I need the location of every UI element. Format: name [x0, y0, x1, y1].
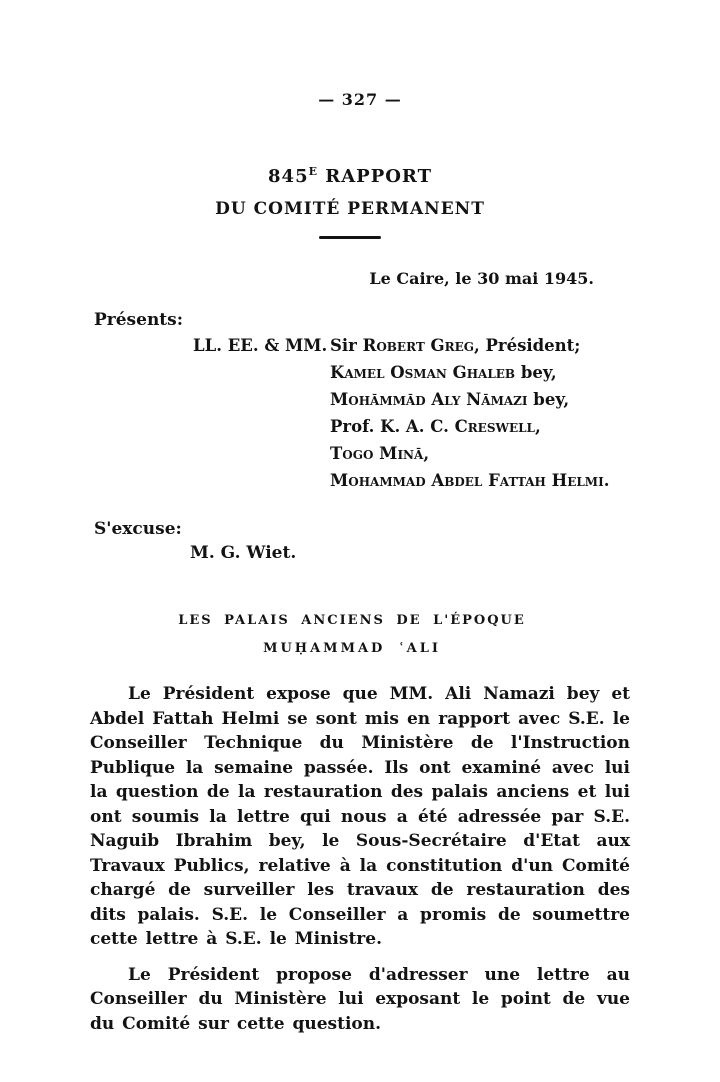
report-number: 845 [268, 166, 309, 187]
report-title-block [80, 165, 620, 239]
body-paragraph: Le Président propose d'adresser une lettre au Conseiller du Ministère lui exposant le point de vue du Comité sur cette question. [90, 964, 630, 1034]
attendee-name: Kamel Osman Ghaleb [330, 363, 516, 382]
attendees-intro: LL. EE. & MM. [193, 336, 328, 355]
excused-name: M. G. Wiet. [190, 543, 297, 563]
attendee-suffix: . [603, 471, 610, 490]
attendee-line [330, 467, 609, 494]
attendees-list [330, 332, 609, 494]
attendee-prefix: Prof. K. A. C. [330, 417, 455, 436]
attendee-name: Creswell [454, 417, 535, 436]
attendee-suffix: , Président; [473, 336, 581, 355]
section-heading [82, 607, 622, 663]
attendee-line [330, 413, 609, 440]
report-number-ordinal: E [308, 165, 318, 178]
attendee-name: Mohammad Abdel Fattah Helmi [330, 471, 604, 490]
attendee-suffix: , [534, 417, 541, 436]
section-heading-line2: MUḤAMMAD ʿALI [263, 641, 441, 656]
attendee-line [330, 359, 609, 386]
attendee-line [330, 386, 609, 413]
attendee-prefix: Sir [330, 336, 363, 355]
attendee-suffix: , [423, 444, 430, 463]
attendee-line [330, 440, 609, 467]
attendee-name: Mohāmmād Aly Nāmazi [330, 390, 528, 409]
body-paragraph: Le Président expose que MM. Ali Namazi bey et Abdel Fattah Helmi se sont mis en rapport avec S.E. le Conseiller Technique du Ministère de l'Instruction Publique la semaine passée. Ils ont examiné avec lui la question de la restauration des palais anciens et lui ont soumis la lettre qui nous a été adressée par S.E. Naguib Ibrahim bey, le Sous-Secrétaire d'Etat aux Travaux Publics, relative à la constitution d'un Comité chargé de surveiller les travaux de restauration des dits palais. S.E. le Conseiller a promis de soumettre cette lettre à S.E. le Ministre. [90, 684, 630, 949]
attendee-name: Togo Minā [330, 444, 424, 463]
attendee-suffix: bey, [527, 390, 570, 409]
section-heading-line1: LES PALAIS ANCIENS DE L'ÉPOQUE [178, 613, 526, 628]
report-title [80, 165, 620, 187]
title-rule-divider [319, 236, 381, 239]
report-body [90, 682, 630, 1036]
attendee-suffix: bey, [515, 363, 557, 382]
attendee-name: Robert Greg [362, 336, 474, 355]
report-subtitle: DU COMITÉ PERMANENT [215, 199, 485, 219]
page-number: — 327 — [318, 90, 402, 109]
attendee-line [330, 332, 609, 359]
report-word: RAPPORT [317, 166, 432, 187]
excuse-label: S'excuse: [94, 519, 182, 539]
attendees-block [193, 332, 630, 494]
presents-label: Présents: [94, 310, 184, 330]
dateline: Le Caire, le 30 mai 1945. [369, 269, 594, 288]
